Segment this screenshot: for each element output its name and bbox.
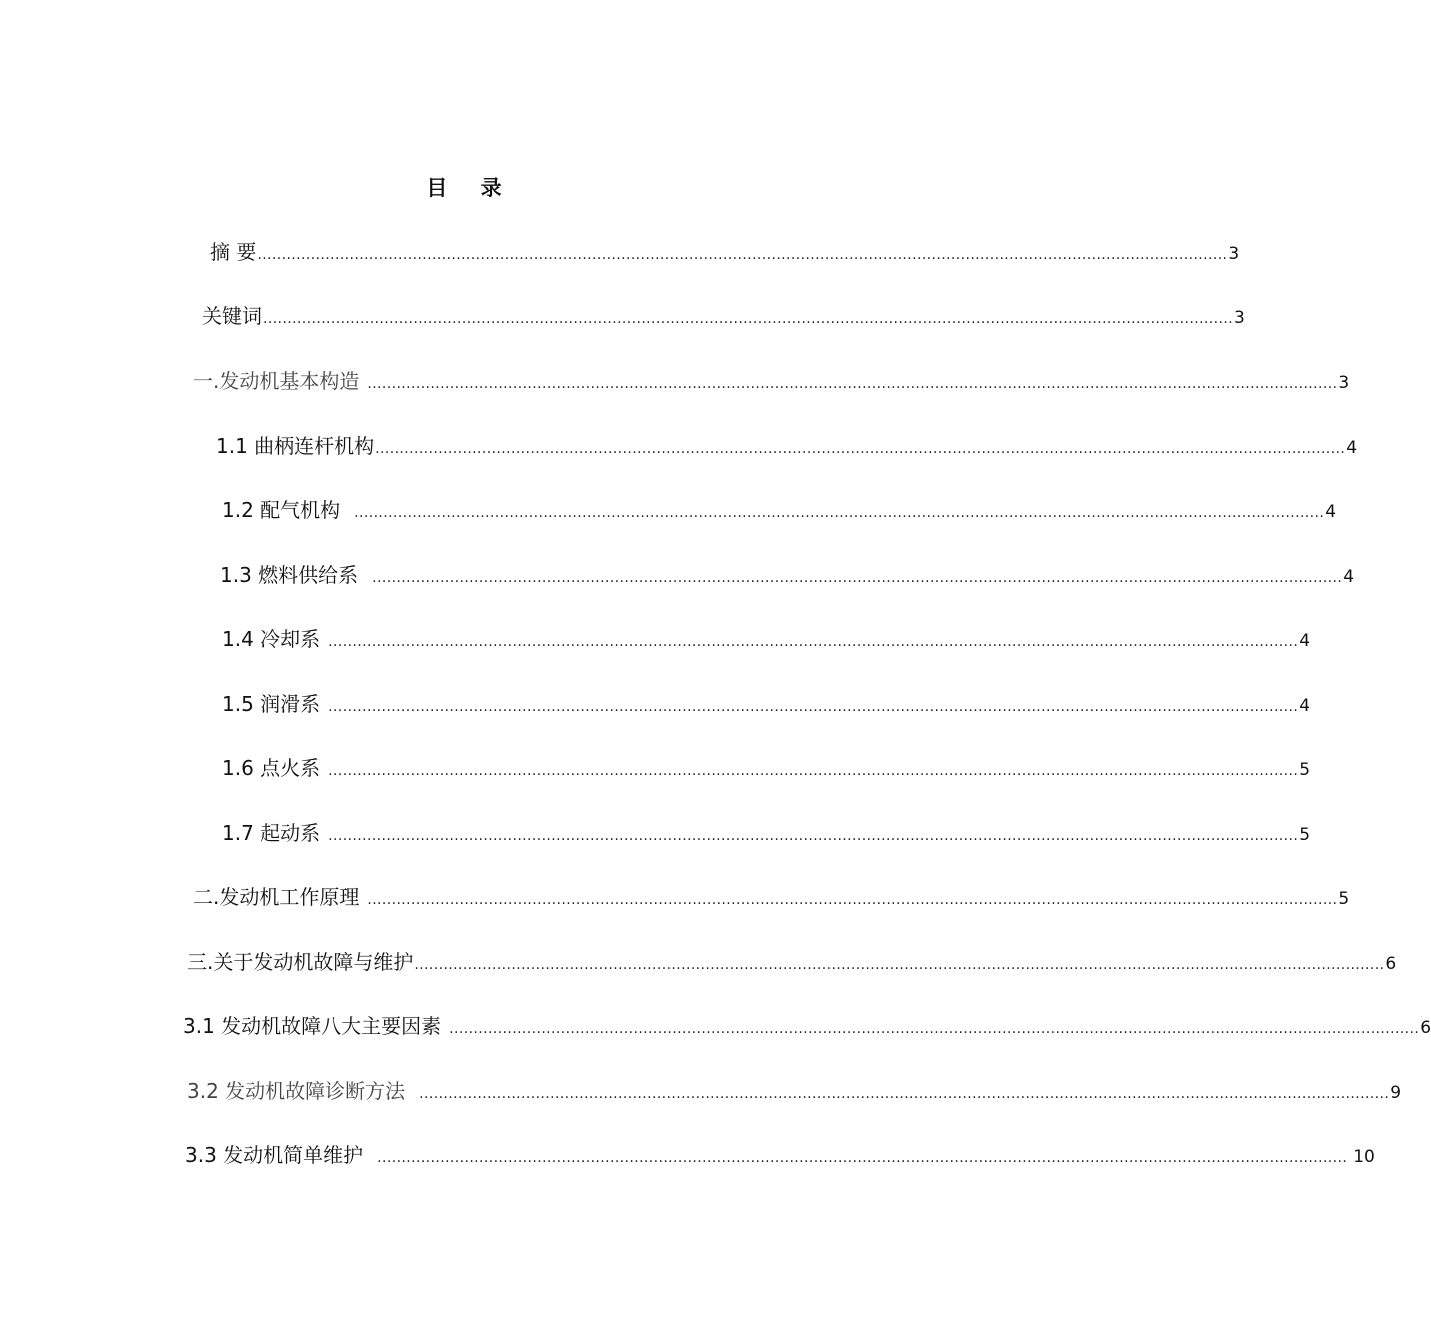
toc-leader-dots: ........................................................................................................................................................................................................ (377, 1150, 1348, 1166)
toc-page-number: 9 (1390, 1083, 1402, 1103)
toc-leader-dots: ........................................................................................................................................................................................................ (414, 957, 1385, 973)
toc-entry-section-1[interactable] (193, 365, 1350, 395)
toc-entry-label: 3.1 发动机故障八大主要因素 (183, 1014, 442, 1038)
toc-leader-dots: ........................................................................................................................................................................................................ (328, 763, 1299, 779)
toc-entry-label: 二.发动机工作原理 (193, 885, 360, 909)
toc-entry-label: 三.关于发动机故障与维护 (187, 950, 414, 974)
toc-leader-dots: ........................................................................................................................................................................................................ (449, 1021, 1420, 1037)
toc-page-number: 10 (1353, 1147, 1375, 1167)
toc-page-number: 4 (1343, 567, 1355, 587)
toc-entry-1-5[interactable] (222, 688, 1311, 718)
toc-leader-dots: ........................................................................................................................................................................................................ (328, 828, 1299, 844)
toc-leader-dots: ........................................................................................................................................................................................................ (328, 699, 1299, 715)
toc-entry-label: 3.3 发动机简单维护 (185, 1143, 364, 1167)
toc-page-number: 5 (1299, 825, 1311, 845)
toc-leader-dots: ........................................................................................................................................................................................................ (367, 892, 1338, 908)
toc-entry-1-2[interactable] (222, 494, 1337, 524)
toc-page-number: 4 (1299, 696, 1311, 716)
toc-page-number: 3 (1234, 308, 1245, 328)
toc-page-number: 4 (1325, 502, 1337, 522)
toc-leader-dots: ........................................................................................................................................................................................................ (367, 376, 1338, 392)
toc-leader-dots: ........................................................................................................................................................................................................ (328, 634, 1299, 650)
toc-page-number: 6 (1385, 954, 1397, 974)
toc-entry-label: 1.1 曲柄连杆机构 (216, 434, 375, 458)
toc-page-number: 4 (1346, 438, 1358, 458)
toc-leader-dots: ........................................................................................................................................................................................................ (354, 505, 1325, 521)
toc-page-number: 5 (1338, 889, 1350, 909)
toc-entry-label: 一.发动机基本构造 (193, 369, 360, 393)
toc-entry-1-1[interactable] (216, 430, 1358, 460)
toc-entry-label: 关键词 (202, 304, 262, 328)
toc-leader-dots: ........................................................................................................................................................................................................ (375, 441, 1346, 457)
toc-entry-1-7[interactable] (222, 817, 1311, 847)
toc-entry-label: 摘 要 (210, 240, 257, 264)
toc-entry-1-6[interactable] (222, 752, 1311, 782)
page-title: 目 录 (426, 176, 504, 200)
toc-entry-label: 1.6 点火系 (222, 756, 321, 780)
toc-entry-label: 1.4 冷却系 (222, 627, 321, 651)
toc-entry-abstract[interactable] (210, 236, 1240, 266)
toc-entry-3-2[interactable] (187, 1075, 1402, 1105)
toc-leader-dots: ........................................................................................................................................................................................................ (372, 570, 1343, 586)
toc-entry-label: 1.2 配气机构 (222, 498, 341, 522)
toc-entry-3-3[interactable] (185, 1139, 1375, 1169)
toc-leader-dots: ........................................................................................................................................................................................................ (419, 1086, 1390, 1102)
toc-leader-dots: ........................................................................................................................................................................................................ (263, 311, 1234, 327)
toc-entry-section-3[interactable] (187, 946, 1397, 976)
toc-entry-1-3[interactable] (220, 559, 1355, 589)
toc-page-number: 3 (1228, 244, 1240, 264)
toc-page-number: 4 (1299, 631, 1311, 651)
toc-page-number: 6 (1420, 1018, 1431, 1038)
toc-page-number: 3 (1338, 373, 1350, 393)
toc-entry-label: 3.2 发动机故障诊断方法 (187, 1079, 406, 1103)
toc-leader-dots: ........................................................................................................................................................................................................ (257, 247, 1228, 263)
toc-entry-label: 1.7 起动系 (222, 821, 321, 845)
toc-entry-label: 1.3 燃料供给系 (220, 563, 359, 587)
toc-entry-3-1[interactable] (183, 1010, 1431, 1040)
toc-page-number: 5 (1299, 760, 1311, 780)
toc-entry-section-2[interactable] (193, 881, 1350, 911)
toc-entry-label: 1.5 润滑系 (222, 692, 321, 716)
toc-entry-keywords[interactable] (202, 300, 1245, 330)
toc-entry-1-4[interactable] (222, 623, 1311, 653)
